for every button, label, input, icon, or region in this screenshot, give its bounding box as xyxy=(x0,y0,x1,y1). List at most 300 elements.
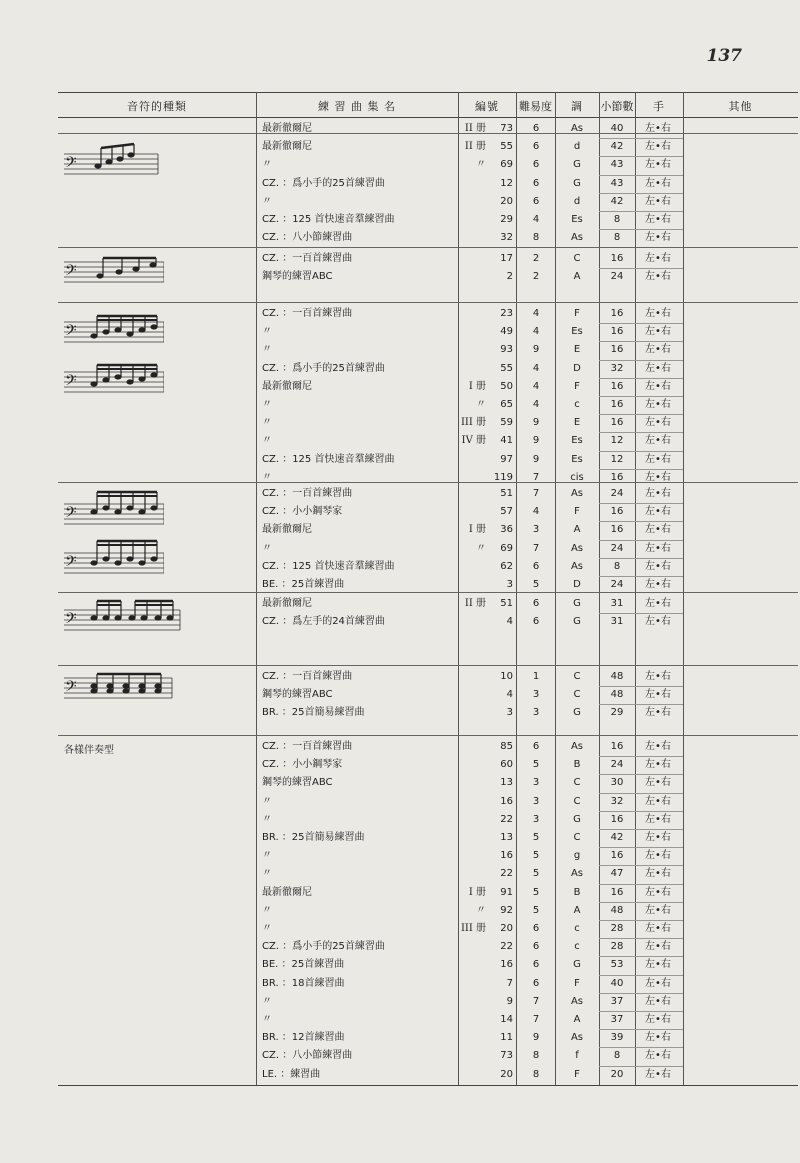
row-volume xyxy=(456,211,486,229)
row-bars: 32 xyxy=(610,795,624,807)
row-number: 92 xyxy=(500,904,513,916)
row-difficulty: 4 xyxy=(532,399,540,410)
row-rule xyxy=(599,193,683,194)
row-key: G xyxy=(573,177,581,189)
row-volume: II 册 xyxy=(464,123,486,134)
row-key: F xyxy=(574,1068,580,1080)
row-difficulty: 5 xyxy=(532,832,540,843)
row-bars: 40 xyxy=(610,123,624,134)
category-label: 各樣伴奏型 xyxy=(64,745,114,756)
row-bars: 31 xyxy=(610,598,624,609)
row-hand: 左•右 xyxy=(645,868,671,880)
row-hand: 左•右 xyxy=(645,850,671,862)
row-number: 32 xyxy=(500,232,513,244)
row-number: 59 xyxy=(500,417,513,429)
row-bars: 16 xyxy=(610,850,624,862)
row-difficulty: 4 xyxy=(532,506,540,518)
row-hand: 左•右 xyxy=(645,1050,671,1062)
row-number: 91 xyxy=(500,886,513,898)
row-volume xyxy=(456,811,486,829)
row-rule xyxy=(599,503,683,504)
row-bars: 31 xyxy=(610,616,624,628)
row-title: 〃 xyxy=(262,195,272,207)
row-difficulty: 9 xyxy=(532,435,540,447)
row-rule xyxy=(599,793,683,794)
header-difficulty: 難易度 xyxy=(519,100,552,113)
staff-notation-figure xyxy=(64,310,164,350)
row-title: 最新徹爾尼 xyxy=(262,141,312,153)
row-volume xyxy=(456,1047,486,1065)
row-bars: 42 xyxy=(610,141,624,153)
row-difficulty: 4 xyxy=(532,214,540,225)
row-number: 13 xyxy=(500,777,513,789)
group-rule xyxy=(58,133,256,134)
group-rule xyxy=(58,592,256,593)
row-hand: 左•右 xyxy=(645,542,671,554)
row-key: d xyxy=(573,195,581,207)
row-number: 62 xyxy=(500,560,513,572)
row-key: G xyxy=(573,159,581,171)
row-title: BR. ：18首練習曲 xyxy=(262,977,345,989)
row-number: 16 xyxy=(500,850,513,862)
row-difficulty: 5 xyxy=(532,579,540,590)
row-volume xyxy=(456,360,486,378)
row-hand: 左•右 xyxy=(645,524,671,536)
row-title: 最新徹爾尼 xyxy=(262,380,312,392)
row-bars: 16 xyxy=(610,344,624,356)
svg-text:𝄢: 𝄢 xyxy=(65,154,77,175)
row-volume: II 册 xyxy=(464,598,486,609)
row-number: 73 xyxy=(500,123,513,134)
row-difficulty: 1 xyxy=(532,671,540,682)
group-rule xyxy=(256,665,798,666)
staff-notation-figure xyxy=(64,140,164,184)
row-bars: 43 xyxy=(610,177,624,189)
row-difficulty: 6 xyxy=(532,560,540,572)
row-rule xyxy=(599,469,683,470)
column-divider xyxy=(256,92,257,1085)
row-number: 16 xyxy=(500,795,513,807)
row-volume xyxy=(456,704,486,722)
row-difficulty: 9 xyxy=(532,1032,540,1044)
row-number: 65 xyxy=(500,399,513,410)
row-volume xyxy=(456,323,486,341)
row-title: 〃 xyxy=(262,904,272,916)
row-key: C xyxy=(573,777,581,789)
row-number: 51 xyxy=(500,598,513,609)
row-rule xyxy=(599,938,683,939)
row-key: Es xyxy=(571,326,583,338)
header-bars: 小節數 xyxy=(600,100,634,113)
row-rule xyxy=(599,268,683,269)
row-title: 最新徹爾尼 xyxy=(262,524,312,536)
row-bars: 16 xyxy=(610,326,624,338)
row-hand: 左•右 xyxy=(645,977,671,989)
svg-text:𝄢: 𝄢 xyxy=(65,262,77,283)
table-header-rule xyxy=(58,117,798,118)
row-title: CZ. ：一百首練習曲 xyxy=(262,671,353,682)
row-hand: 左•右 xyxy=(645,380,671,392)
row-bars: 12 xyxy=(610,453,624,465)
header-note-type: 音符的種類 xyxy=(127,100,187,113)
row-difficulty: 7 xyxy=(532,1014,540,1025)
row-number: 97 xyxy=(500,453,513,465)
row-title: 鋼琴的練習ABC xyxy=(262,777,333,789)
page-number: 137 xyxy=(706,46,742,66)
row-key: As xyxy=(570,1032,584,1044)
row-key: c xyxy=(574,399,580,410)
row-bars: 40 xyxy=(610,977,624,989)
row-title: 〃 xyxy=(262,399,272,410)
row-number: 49 xyxy=(500,326,513,338)
row-volume xyxy=(456,193,486,211)
row-bars: 37 xyxy=(610,1014,624,1025)
row-volume: II 册 xyxy=(464,141,486,153)
row-key: G xyxy=(573,813,581,825)
staff-notation-figure xyxy=(64,252,164,292)
row-number: 11 xyxy=(500,1032,513,1044)
row-difficulty: 4 xyxy=(532,326,540,338)
row-title: BR. ：25首簡易練習曲 xyxy=(262,832,365,843)
row-number: 22 xyxy=(500,941,513,953)
row-bars: 29 xyxy=(610,707,624,719)
row-hand: 左•右 xyxy=(645,689,671,701)
row-title: 鋼琴的練習ABC xyxy=(262,271,333,283)
row-rule xyxy=(599,432,683,433)
row-hand: 左•右 xyxy=(645,671,671,682)
row-hand: 左•右 xyxy=(645,506,671,518)
row-hand: 左•右 xyxy=(645,214,671,225)
row-key: As xyxy=(570,488,584,499)
row-key: F xyxy=(574,308,580,319)
row-number: 57 xyxy=(500,506,513,518)
row-hand: 左•右 xyxy=(645,904,671,916)
row-hand: 左•右 xyxy=(645,453,671,465)
group-rule xyxy=(58,302,256,303)
row-bars: 28 xyxy=(610,923,624,934)
row-rule xyxy=(599,811,683,812)
row-title: 〃 xyxy=(262,995,272,1007)
row-bars: 42 xyxy=(610,195,624,207)
row-bars: 39 xyxy=(610,1032,624,1044)
staff-notation-figure xyxy=(64,535,164,579)
row-key: As xyxy=(570,560,584,572)
row-difficulty: 2 xyxy=(532,271,540,283)
row-difficulty: 6 xyxy=(532,598,540,609)
row-difficulty: 5 xyxy=(532,886,540,898)
row-hand: 左•右 xyxy=(645,177,671,189)
row-rule xyxy=(599,884,683,885)
row-title: CZ. ：一百首練習曲 xyxy=(262,253,353,264)
row-hand: 左•右 xyxy=(645,362,671,374)
row-difficulty: 6 xyxy=(532,923,540,934)
row-hand: 左•右 xyxy=(645,1032,671,1044)
row-number: 22 xyxy=(500,868,513,880)
row-title: 〃 xyxy=(262,326,272,338)
row-hand: 左•右 xyxy=(645,777,671,789)
row-key: B xyxy=(573,759,581,771)
row-key: F xyxy=(574,506,580,518)
row-key: d xyxy=(573,141,581,153)
row-volume xyxy=(456,993,486,1011)
row-hand: 左•右 xyxy=(645,123,671,134)
row-hand: 左•右 xyxy=(645,471,671,483)
row-title: BR. ：12首練習曲 xyxy=(262,1032,345,1044)
row-title: CZ. ：125 首快速音羣練習曲 xyxy=(262,453,395,465)
row-key: As xyxy=(570,232,584,244)
row-title: CZ. ：爲小手的25首練習曲 xyxy=(262,362,385,374)
staff-notation-figure xyxy=(64,486,164,530)
row-rule xyxy=(599,576,683,577)
row-number: 55 xyxy=(500,362,513,374)
row-number: 60 xyxy=(500,759,513,771)
row-number: 50 xyxy=(500,380,513,392)
row-hand: 左•右 xyxy=(645,759,671,771)
row-volume xyxy=(456,268,486,286)
row-bars: 16 xyxy=(610,813,624,825)
row-key: Es xyxy=(571,435,583,447)
row-hand: 左•右 xyxy=(645,941,671,953)
row-number: 23 xyxy=(500,308,513,319)
row-volume xyxy=(456,793,486,811)
row-difficulty: 5 xyxy=(532,759,540,771)
row-title: 〃 xyxy=(262,850,272,862)
row-title: CZ. ：爲小手的25首練習曲 xyxy=(262,941,385,953)
row-key: E xyxy=(573,417,581,429)
row-hand: 左•右 xyxy=(645,1014,671,1025)
row-bars: 53 xyxy=(610,959,624,971)
row-bars: 24 xyxy=(610,488,624,499)
row-title: CZ. ：一百首練習曲 xyxy=(262,741,353,752)
row-bars: 28 xyxy=(610,941,624,953)
row-volume xyxy=(456,229,486,247)
group-rule xyxy=(58,665,256,666)
row-hand: 左•右 xyxy=(645,232,671,244)
row-rule xyxy=(599,902,683,903)
row-volume xyxy=(456,576,486,594)
row-volume xyxy=(456,1011,486,1029)
row-volume: 〃 xyxy=(476,904,486,916)
row-title: CZ. ：小小鋼琴家 xyxy=(262,506,343,518)
row-bars: 48 xyxy=(610,904,624,916)
row-rule xyxy=(599,211,683,212)
row-difficulty: 7 xyxy=(532,471,540,483)
row-number: 10 xyxy=(500,671,513,682)
row-rule xyxy=(599,378,683,379)
row-difficulty: 3 xyxy=(532,813,540,825)
row-rule xyxy=(599,521,683,522)
row-key: As xyxy=(570,123,584,134)
row-key: G xyxy=(573,959,581,971)
row-volume xyxy=(456,847,486,865)
row-bars: 24 xyxy=(610,759,624,771)
row-number: 69 xyxy=(500,542,513,554)
row-rule xyxy=(599,360,683,361)
row-hand: 左•右 xyxy=(645,488,671,499)
row-title: CZ. ：125 首快速音羣練習曲 xyxy=(262,214,395,225)
row-hand: 左•右 xyxy=(645,616,671,628)
row-title: CZ. ：125 首快速音羣練習曲 xyxy=(262,560,395,572)
column-divider xyxy=(683,92,684,1085)
row-key: Es xyxy=(571,453,583,465)
row-number: 14 xyxy=(500,1014,513,1025)
row-number: 13 xyxy=(500,832,513,843)
table-top-rule xyxy=(58,92,798,93)
row-bars: 47 xyxy=(610,868,624,880)
row-title: BE. ：25首練習曲 xyxy=(262,959,345,971)
row-bars: 43 xyxy=(610,159,624,171)
row-key: C xyxy=(573,689,581,701)
row-difficulty: 6 xyxy=(532,616,540,628)
row-title: 最新徹爾尼 xyxy=(262,598,312,609)
row-number: 55 xyxy=(500,141,513,153)
row-title: 最新徹爾尼 xyxy=(262,123,312,134)
row-rule xyxy=(599,138,683,139)
row-hand: 左•右 xyxy=(645,598,671,609)
row-difficulty: 6 xyxy=(532,177,540,189)
row-hand: 左•右 xyxy=(645,141,671,153)
row-rule xyxy=(599,1066,683,1067)
group-rule xyxy=(58,735,256,736)
row-rule xyxy=(599,396,683,397)
group-rule xyxy=(58,247,256,248)
row-title: 〃 xyxy=(262,1014,272,1025)
row-bars: 24 xyxy=(610,542,624,554)
row-title: 〃 xyxy=(262,868,272,880)
row-difficulty: 3 xyxy=(532,707,540,719)
row-hand: 左•右 xyxy=(645,886,671,898)
row-bars: 16 xyxy=(610,399,624,410)
group-rule xyxy=(58,482,256,483)
svg-text:𝄢: 𝄢 xyxy=(65,678,77,699)
svg-text:𝄢: 𝄢 xyxy=(65,610,77,631)
row-hand: 左•右 xyxy=(645,707,671,719)
row-volume: 〃 xyxy=(476,542,486,554)
row-key: A xyxy=(573,524,581,536)
row-difficulty: 6 xyxy=(532,941,540,953)
row-number: 119 xyxy=(493,471,513,483)
row-volume xyxy=(456,686,486,704)
row-number: 4 xyxy=(506,689,513,701)
row-hand: 左•右 xyxy=(645,1068,671,1080)
row-bars: 8 xyxy=(613,1050,621,1062)
row-difficulty: 6 xyxy=(532,159,540,171)
row-bars: 16 xyxy=(610,524,624,536)
row-bars: 30 xyxy=(610,777,624,789)
row-volume xyxy=(456,756,486,774)
row-rule xyxy=(599,540,683,541)
row-bars: 24 xyxy=(610,271,624,283)
row-difficulty: 6 xyxy=(532,141,540,153)
row-hand: 左•右 xyxy=(645,560,671,572)
row-rule xyxy=(599,451,683,452)
group-rule xyxy=(256,302,798,303)
row-title: 〃 xyxy=(262,813,272,825)
row-volume: I 册 xyxy=(468,524,486,536)
row-key: c xyxy=(574,941,580,953)
row-title: 〃 xyxy=(262,159,272,171)
row-difficulty: 9 xyxy=(532,453,540,465)
row-hand: 左•右 xyxy=(645,741,671,752)
row-number: 51 xyxy=(500,488,513,499)
row-volume: 〃 xyxy=(476,159,486,171)
row-number: 73 xyxy=(500,1050,513,1062)
row-bars: 8 xyxy=(613,214,621,225)
row-volume: III 册 xyxy=(460,923,486,934)
row-key: As xyxy=(570,868,584,880)
row-title: 鋼琴的練習ABC xyxy=(262,689,333,701)
row-key: f xyxy=(575,1050,579,1062)
row-bars: 16 xyxy=(610,471,624,483)
row-difficulty: 6 xyxy=(532,123,540,134)
row-volume xyxy=(456,956,486,974)
row-key: D xyxy=(573,362,581,374)
row-rule xyxy=(599,156,683,157)
row-volume: I 册 xyxy=(468,380,486,392)
row-difficulty: 4 xyxy=(532,380,540,392)
row-key: G xyxy=(573,707,581,719)
row-bars: 12 xyxy=(610,435,624,447)
row-bars: 24 xyxy=(610,579,624,590)
row-volume xyxy=(456,175,486,193)
row-rule xyxy=(599,323,683,324)
row-difficulty: 6 xyxy=(532,977,540,989)
row-title: 〃 xyxy=(262,344,272,356)
row-volume xyxy=(456,938,486,956)
row-key: As xyxy=(570,741,584,752)
row-rule xyxy=(599,1029,683,1030)
column-divider xyxy=(516,92,517,1085)
row-volume: III 册 xyxy=(460,417,486,429)
row-hand: 左•右 xyxy=(645,253,671,264)
row-hand: 左•右 xyxy=(645,417,671,429)
row-number: 2 xyxy=(506,271,513,283)
table-bottom-rule xyxy=(58,1085,798,1086)
row-hand: 左•右 xyxy=(645,813,671,825)
row-bars: 42 xyxy=(610,832,624,843)
row-number: 36 xyxy=(500,524,513,536)
row-volume xyxy=(456,451,486,469)
row-key: A xyxy=(573,1014,581,1025)
row-number: 20 xyxy=(500,195,513,207)
row-difficulty: 8 xyxy=(532,1050,540,1062)
row-number: 85 xyxy=(500,741,513,752)
row-rule xyxy=(599,847,683,848)
row-rule xyxy=(599,558,683,559)
row-number: 3 xyxy=(506,707,513,719)
row-hand: 左•右 xyxy=(645,344,671,356)
row-bars: 16 xyxy=(610,741,624,752)
group-rule xyxy=(256,735,798,736)
row-rule xyxy=(599,956,683,957)
row-bars: 48 xyxy=(610,689,624,701)
row-volume xyxy=(456,250,486,268)
row-key: C xyxy=(573,832,581,843)
row-title: 〃 xyxy=(262,542,272,554)
row-title: BR. ：25首簡易練習曲 xyxy=(262,707,365,719)
row-key: F xyxy=(574,380,580,392)
row-rule xyxy=(599,613,683,614)
row-volume xyxy=(456,738,486,756)
row-volume: IV 册 xyxy=(461,435,486,447)
row-hand: 左•右 xyxy=(645,579,671,590)
row-hand: 左•右 xyxy=(645,159,671,171)
row-volume xyxy=(456,829,486,847)
row-title: CZ. ：一百首練習曲 xyxy=(262,308,353,319)
row-number: 9 xyxy=(506,995,513,1007)
row-difficulty: 7 xyxy=(532,995,540,1007)
row-key: G xyxy=(573,616,581,628)
